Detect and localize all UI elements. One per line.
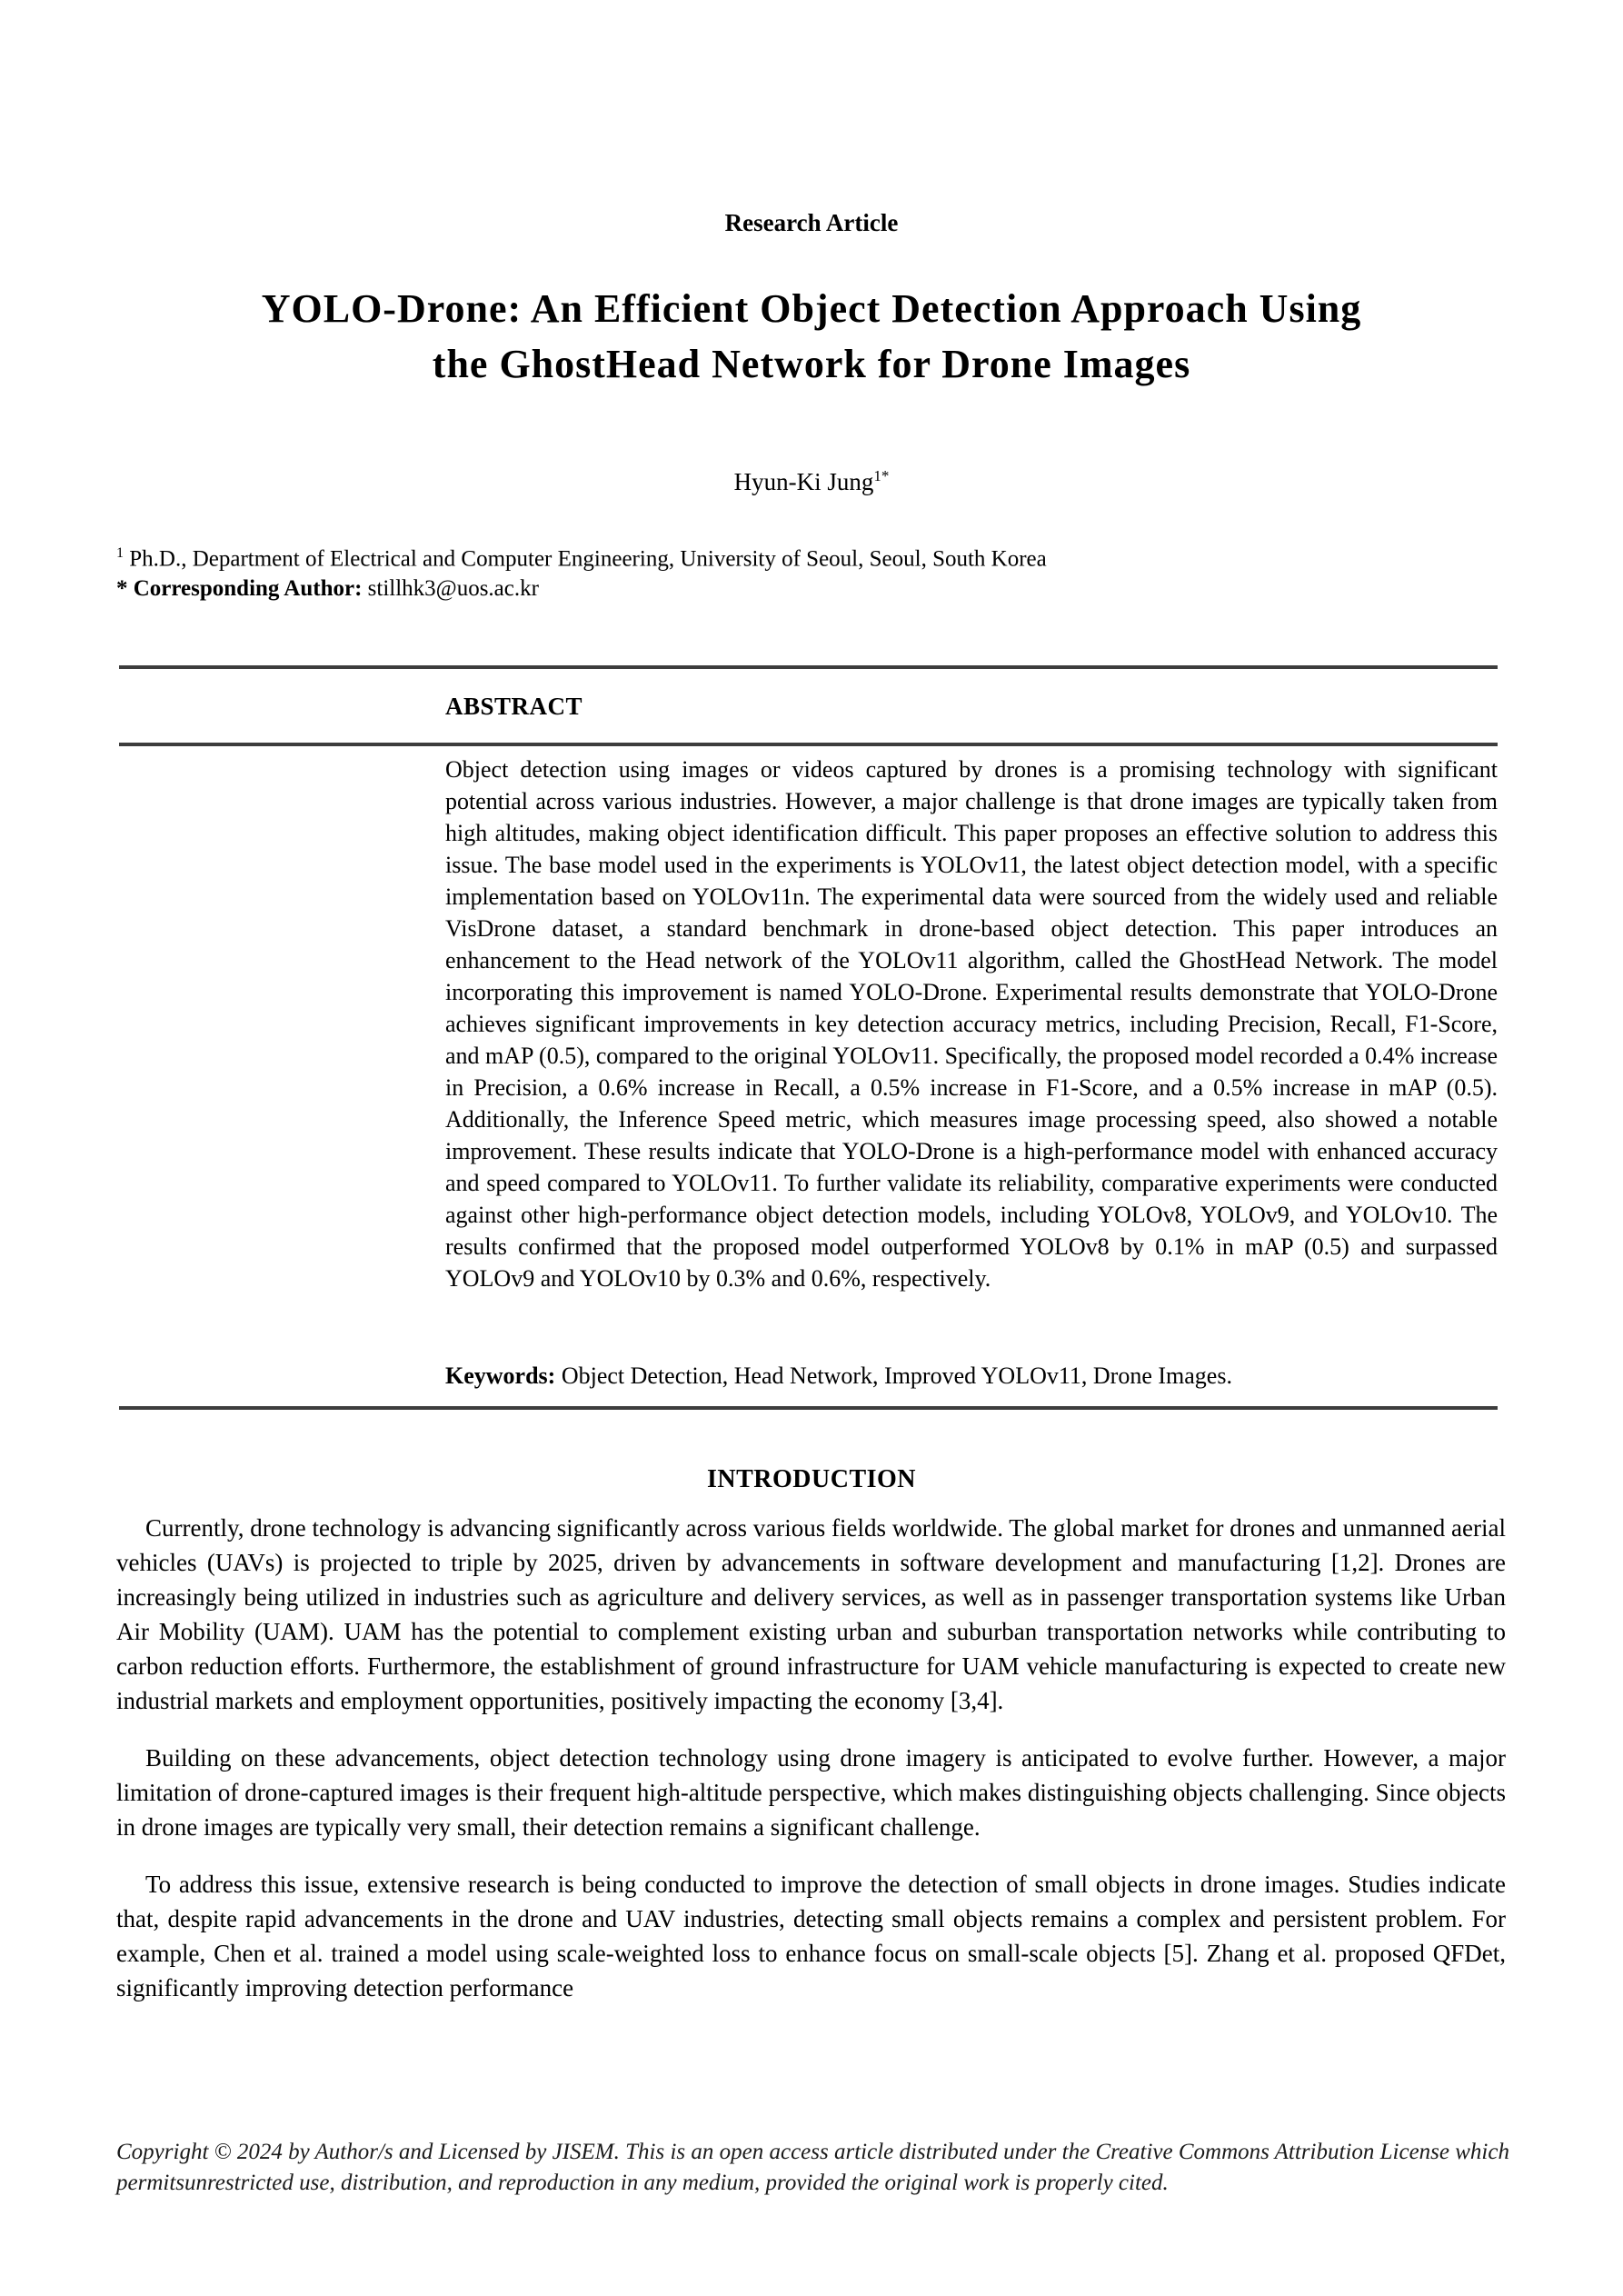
introduction-paragraph-3: To address this issue, extensive research is being conducted to improve the detection of small objects in drone images. Studies indicate that, despite rapid advancements in the drone and UAV industries, detecting small objects remains a complex and persistent problem. For example, Chen et al. trained a model using scale-weighted loss to enhance focus on small-scale objects [5]. Zhang et al. proposed QFDet, significantly improving detection performance xyxy=(116,1871,1506,2002)
affiliation-marker: 1 xyxy=(116,545,124,561)
keywords-line xyxy=(445,1360,1498,1392)
corresponding-author-line xyxy=(116,574,1507,604)
introduction-paragraph-2: Building on these advancements, object detection technology using drone imagery is anticipated to evolve further. However, a major limitation of drone-captured images is their frequent high-altitude perspective, which makes distinguishing objects challenging. Since objects in drone images are typically very small, their detection remains a significant challenge. xyxy=(116,1744,1506,1841)
affiliation-line xyxy=(116,538,1507,574)
corresponding-author-label: * Corresponding Author: xyxy=(116,576,363,602)
paper-title-line-2: the GhostHead Network for Drone Images xyxy=(432,342,1191,386)
introduction-paragraph-1: Currently, drone technology is advancing significantly across various fields worldwide. The global market for drones and unmanned aerial vehicles (UAVs) is projected to triple by 2025, driven by advancements in software development and manufacturing [1,2]. Drones are increasingly being utilized in industries such as agriculture and delivery services, as well as in passenger transportation systems like Urban Air Mobility (UAM). UAM has the potential to complement existing urban and suburban transportation networks while contributing to carbon reduction efforts. Furthermore, the establishment of ground infrastructure for UAM vehicle manufacturing is expected to create new industrial markets and employment opportunities, positively impacting the economy [3,4]. xyxy=(116,1514,1506,1714)
paper-title xyxy=(0,281,1623,392)
corresponding-author-email: stillhk3@uos.ac.kr xyxy=(367,576,539,602)
abstract-heading: ABSTRACT xyxy=(445,693,583,720)
keywords-label: Keywords: xyxy=(445,1363,556,1389)
abstract-heading-row xyxy=(119,669,1498,746)
paper-title-line-1: YOLO-Drone: An Efficient Object Detection Approach Using xyxy=(261,286,1362,331)
introduction-body xyxy=(116,1511,1506,2028)
author-affiliation-marker: 1* xyxy=(873,467,890,484)
article-type-label: Research Article xyxy=(724,209,899,236)
abstract-text: Object detection using images or videos captured by drones is a promising technology with significant potential across various industries. However, a major challenge is that drone images are typically taken from high altitudes, making object identification difficult. This paper proposes an effective solution to address this issue. The base model used in the experiments is YOLOv11, the latest object detection model, with a specific implementation based on YOLOv11n. The experimental data were sourced from the widely used and reliable VisDrone dataset, a standard benchmark in drone-based object detection. This paper introduces an enhancement to the Head network of the YOLOv11 algorithm, called the GhostHead Network. The model incorporating this improvement is named YOLO-Drone. Experimental results demonstrate that YOLO-Drone achieves significant improvements in key detection accuracy metrics, including Precision, Recall, F1-Score, and mAP (0.5), compared to the original YOLOv11. Specifically, the proposed model recorded a 0.4% increase in Precision, a 0.6% increase in Recall, a 0.5% increase in F1-Score, and a 0.5% increase in mAP (0.5). Additionally, the Inference Speed metric, which measures image processing speed, also showed a notable improvement. These results indicate that YOLO-Drone is a high-performance model with enhanced accuracy and speed compared to YOLOv11. To further validate its reliability, comparative experiments were conducted against other high-performance object detection models, including YOLOv8, YOLOv9, and YOLOv10. The results confirmed that the proposed model outperformed YOLOv8 by 0.1% in mAP (0.5) and surpassed YOLOv9 and YOLOv10 by 0.3% and 0.6%, respectively. xyxy=(445,756,1498,1292)
abstract-body-row xyxy=(119,746,1498,1410)
abstract-section xyxy=(119,665,1498,1410)
introduction-heading: INTRODUCTION xyxy=(706,1465,917,1493)
author-name: Hyun-Ki Jung xyxy=(733,468,874,495)
author-line xyxy=(0,467,1623,496)
affiliation-text: Ph.D., Department of Electrical and Computer Engineering, University of Seoul, Seoul, South Korea xyxy=(124,546,1047,572)
copyright-notice: Copyright © 2024 by Author/s and Licensed by JISEM. This is an open access article distributed under the Creative Commons Attribution License which permitsunrestricted use, distribution, and reproduction in any medium, provided the original work is properly cited. xyxy=(116,2140,1509,2195)
affiliation-block xyxy=(116,538,1507,604)
keywords-text: Object Detection, Head Network, Improved YOLOv11, Drone Images. xyxy=(561,1363,1232,1389)
